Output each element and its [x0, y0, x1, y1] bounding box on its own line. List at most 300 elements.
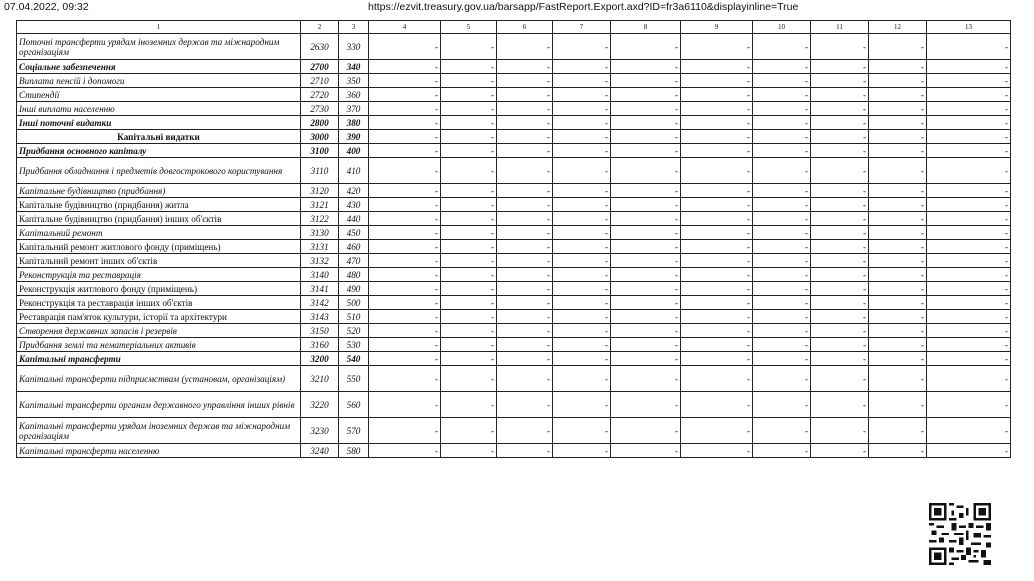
row-value-col-11: - [811, 184, 869, 198]
row-value-col-6: - [497, 268, 553, 282]
row-value-col-9: - [681, 338, 753, 352]
row-line-code: 380 [339, 116, 369, 130]
table-row [17, 74, 1011, 88]
row-value-col-10: - [753, 310, 811, 324]
row-value-col-9: - [681, 310, 753, 324]
row-value-col-5: - [441, 418, 497, 444]
column-number-10: 10 [753, 21, 811, 34]
row-value-col-10: - [753, 226, 811, 240]
row-value-col-13: - [927, 88, 1011, 102]
row-value-col-10: - [753, 418, 811, 444]
row-value-col-12: - [869, 88, 927, 102]
row-value-col-8: - [611, 158, 681, 184]
row-line-code: 420 [339, 184, 369, 198]
row-code: 3230 [301, 418, 339, 444]
row-value-col-8: - [611, 144, 681, 158]
row-value-col-4: - [369, 366, 441, 392]
row-code: 2700 [301, 60, 339, 74]
report-table [16, 20, 1011, 458]
row-value-col-6: - [497, 198, 553, 212]
row-code: 3150 [301, 324, 339, 338]
row-value-col-5: - [441, 198, 497, 212]
table-row [17, 352, 1011, 366]
row-code: 3143 [301, 310, 339, 324]
row-value-col-7: - [553, 282, 611, 296]
row-value-col-8: - [611, 282, 681, 296]
row-value-col-11: - [811, 74, 869, 88]
row-value-col-11: - [811, 116, 869, 130]
table-row [17, 282, 1011, 296]
row-value-col-10: - [753, 444, 811, 458]
row-name: Поточні трансферти урядам іноземних держав та міжнародним організаціям [17, 34, 301, 60]
row-value-col-12: - [869, 324, 927, 338]
row-name: Капітальний ремонт інших об'єктів [17, 254, 301, 268]
row-line-code: 580 [339, 444, 369, 458]
row-line-code: 520 [339, 324, 369, 338]
row-line-code: 460 [339, 240, 369, 254]
row-value-col-5: - [441, 338, 497, 352]
row-value-col-6: - [497, 130, 553, 144]
row-code: 3240 [301, 444, 339, 458]
table-row [17, 88, 1011, 102]
row-value-col-11: - [811, 296, 869, 310]
row-value-col-7: - [553, 366, 611, 392]
row-value-col-6: - [497, 392, 553, 418]
row-value-col-10: - [753, 338, 811, 352]
column-number-13: 13 [927, 21, 1011, 34]
column-number-7: 7 [553, 21, 611, 34]
row-value-col-9: - [681, 144, 753, 158]
print-timestamp: 07.04.2022, 09:32 [4, 1, 89, 13]
row-value-col-12: - [869, 392, 927, 418]
row-value-col-6: - [497, 158, 553, 184]
row-value-col-12: - [869, 418, 927, 444]
row-name: Реконструкція та реставрація [17, 268, 301, 282]
row-value-col-6: - [497, 34, 553, 60]
table-row [17, 60, 1011, 74]
row-value-col-12: - [869, 198, 927, 212]
row-value-col-6: - [497, 60, 553, 74]
row-value-col-4: - [369, 324, 441, 338]
row-code: 2630 [301, 34, 339, 60]
row-value-col-8: - [611, 116, 681, 130]
row-value-col-13: - [927, 60, 1011, 74]
row-value-col-13: - [927, 102, 1011, 116]
row-name: Капітальний ремонт [17, 226, 301, 240]
row-value-col-8: - [611, 74, 681, 88]
row-value-col-8: - [611, 352, 681, 366]
row-value-col-7: - [553, 226, 611, 240]
row-value-col-7: - [553, 34, 611, 60]
row-value-col-4: - [369, 116, 441, 130]
row-name: Соціальне забезпечення [17, 60, 301, 74]
row-code: 2730 [301, 102, 339, 116]
row-value-col-8: - [611, 338, 681, 352]
row-value-col-7: - [553, 324, 611, 338]
row-value-col-10: - [753, 198, 811, 212]
table-row [17, 240, 1011, 254]
row-value-col-4: - [369, 102, 441, 116]
row-value-col-7: - [553, 88, 611, 102]
table-row [17, 184, 1011, 198]
row-value-col-8: - [611, 240, 681, 254]
row-value-col-9: - [681, 324, 753, 338]
row-value-col-8: - [611, 268, 681, 282]
row-value-col-13: - [927, 198, 1011, 212]
row-value-col-8: - [611, 444, 681, 458]
row-value-col-9: - [681, 226, 753, 240]
row-value-col-6: - [497, 324, 553, 338]
row-value-col-11: - [811, 88, 869, 102]
row-value-col-7: - [553, 144, 611, 158]
row-code: 3120 [301, 184, 339, 198]
row-value-col-5: - [441, 144, 497, 158]
row-value-col-9: - [681, 130, 753, 144]
row-value-col-10: - [753, 74, 811, 88]
qr-code-icon [929, 503, 991, 565]
row-value-col-7: - [553, 198, 611, 212]
row-value-col-6: - [497, 352, 553, 366]
row-name: Капітальні трансферти підприємствам (установам, організаціям) [17, 366, 301, 392]
row-value-col-5: - [441, 296, 497, 310]
column-number-1: 1 [17, 21, 301, 34]
row-value-col-8: - [611, 102, 681, 116]
row-value-col-10: - [753, 212, 811, 226]
row-value-col-7: - [553, 296, 611, 310]
row-value-col-7: - [553, 102, 611, 116]
row-line-code: 570 [339, 418, 369, 444]
row-value-col-9: - [681, 296, 753, 310]
row-value-col-5: - [441, 226, 497, 240]
row-value-col-9: - [681, 240, 753, 254]
row-value-col-7: - [553, 184, 611, 198]
row-value-col-12: - [869, 296, 927, 310]
row-value-col-6: - [497, 226, 553, 240]
row-value-col-11: - [811, 60, 869, 74]
row-value-col-8: - [611, 310, 681, 324]
table-row [17, 392, 1011, 418]
row-name: Реставрація пам'яток культури, історії та архітектури [17, 310, 301, 324]
row-code: 3100 [301, 144, 339, 158]
row-line-code: 360 [339, 88, 369, 102]
row-value-col-7: - [553, 60, 611, 74]
row-value-col-10: - [753, 130, 811, 144]
row-value-col-4: - [369, 444, 441, 458]
row-code: 3220 [301, 392, 339, 418]
row-name: Капітальні трансферти урядам іноземних держав та міжнародним організаціям [17, 418, 301, 444]
row-value-col-11: - [811, 392, 869, 418]
row-name: Реконструкція житлового фонду (приміщень) [17, 282, 301, 296]
row-value-col-8: - [611, 418, 681, 444]
row-value-col-6: - [497, 88, 553, 102]
row-value-col-13: - [927, 212, 1011, 226]
row-value-col-11: - [811, 212, 869, 226]
row-value-col-12: - [869, 60, 927, 74]
row-value-col-10: - [753, 268, 811, 282]
row-code: 2800 [301, 116, 339, 130]
row-value-col-6: - [497, 418, 553, 444]
row-value-col-7: - [553, 130, 611, 144]
row-value-col-10: - [753, 34, 811, 60]
column-number-11: 11 [811, 21, 869, 34]
row-value-col-10: - [753, 296, 811, 310]
row-value-col-8: - [611, 198, 681, 212]
row-value-col-5: - [441, 310, 497, 324]
row-value-col-9: - [681, 444, 753, 458]
table-row [17, 338, 1011, 352]
row-value-col-7: - [553, 268, 611, 282]
column-number-9: 9 [681, 21, 753, 34]
row-value-col-12: - [869, 282, 927, 296]
row-value-col-4: - [369, 254, 441, 268]
row-value-col-4: - [369, 310, 441, 324]
row-value-col-4: - [369, 130, 441, 144]
table-row [17, 144, 1011, 158]
row-line-code: 560 [339, 392, 369, 418]
row-value-col-12: - [869, 366, 927, 392]
row-value-col-13: - [927, 444, 1011, 458]
row-value-col-13: - [927, 296, 1011, 310]
report-table-body [17, 21, 1011, 458]
row-value-col-4: - [369, 144, 441, 158]
row-value-col-6: - [497, 444, 553, 458]
row-value-col-10: - [753, 60, 811, 74]
row-value-col-9: - [681, 254, 753, 268]
row-value-col-12: - [869, 212, 927, 226]
row-value-col-13: - [927, 282, 1011, 296]
row-value-col-8: - [611, 88, 681, 102]
row-value-col-5: - [441, 268, 497, 282]
row-value-col-5: - [441, 392, 497, 418]
row-value-col-11: - [811, 324, 869, 338]
row-code: 3000 [301, 130, 339, 144]
table-row [17, 418, 1011, 444]
row-value-col-5: - [441, 444, 497, 458]
row-name: Інші виплати населенню [17, 102, 301, 116]
row-line-code: 540 [339, 352, 369, 366]
row-value-col-13: - [927, 144, 1011, 158]
row-value-col-10: - [753, 116, 811, 130]
row-value-col-8: - [611, 184, 681, 198]
row-code: 3121 [301, 198, 339, 212]
row-value-col-12: - [869, 102, 927, 116]
table-row [17, 226, 1011, 240]
row-value-col-6: - [497, 212, 553, 226]
row-name: Реконструкція та реставрація інших об'єктів [17, 296, 301, 310]
row-value-col-6: - [497, 282, 553, 296]
row-value-col-5: - [441, 34, 497, 60]
row-value-col-9: - [681, 282, 753, 296]
row-name: Капітальний ремонт житлового фонду (приміщень) [17, 240, 301, 254]
row-value-col-5: - [441, 366, 497, 392]
row-value-col-12: - [869, 268, 927, 282]
row-value-col-10: - [753, 282, 811, 296]
row-value-col-8: - [611, 34, 681, 60]
row-code: 3140 [301, 268, 339, 282]
row-value-col-4: - [369, 282, 441, 296]
row-value-col-9: - [681, 418, 753, 444]
row-code: 3130 [301, 226, 339, 240]
row-line-code: 440 [339, 212, 369, 226]
row-line-code: 530 [339, 338, 369, 352]
row-line-code: 400 [339, 144, 369, 158]
row-name: Капітальні видатки [17, 130, 301, 144]
row-value-col-13: - [927, 226, 1011, 240]
row-value-col-7: - [553, 310, 611, 324]
row-value-col-8: - [611, 212, 681, 226]
row-value-col-12: - [869, 184, 927, 198]
row-line-code: 480 [339, 268, 369, 282]
row-value-col-4: - [369, 212, 441, 226]
column-number-4: 4 [369, 21, 441, 34]
row-value-col-7: - [553, 158, 611, 184]
row-value-col-10: - [753, 158, 811, 184]
row-value-col-12: - [869, 226, 927, 240]
row-value-col-6: - [497, 254, 553, 268]
row-value-col-6: - [497, 74, 553, 88]
table-row [17, 102, 1011, 116]
row-value-col-11: - [811, 158, 869, 184]
row-value-col-7: - [553, 392, 611, 418]
row-name: Капітальні трансферти населенню [17, 444, 301, 458]
row-name: Створення державних запасів і резервів [17, 324, 301, 338]
row-value-col-13: - [927, 392, 1011, 418]
row-value-col-9: - [681, 116, 753, 130]
row-value-col-5: - [441, 184, 497, 198]
row-value-col-4: - [369, 88, 441, 102]
row-value-col-9: - [681, 352, 753, 366]
table-row [17, 212, 1011, 226]
row-value-col-12: - [869, 254, 927, 268]
row-value-col-4: - [369, 418, 441, 444]
table-row [17, 296, 1011, 310]
row-value-col-7: - [553, 254, 611, 268]
row-value-col-7: - [553, 338, 611, 352]
row-value-col-11: - [811, 418, 869, 444]
row-value-col-6: - [497, 338, 553, 352]
row-value-col-8: - [611, 296, 681, 310]
row-value-col-11: - [811, 198, 869, 212]
row-line-code: 510 [339, 310, 369, 324]
row-value-col-10: - [753, 392, 811, 418]
row-value-col-7: - [553, 116, 611, 130]
row-value-col-13: - [927, 268, 1011, 282]
row-value-col-11: - [811, 352, 869, 366]
row-value-col-6: - [497, 116, 553, 130]
row-name: Придбання основного капіталу [17, 144, 301, 158]
row-value-col-5: - [441, 324, 497, 338]
row-name: Інші поточні видатки [17, 116, 301, 130]
row-value-col-12: - [869, 74, 927, 88]
table-row [17, 366, 1011, 392]
row-code: 3131 [301, 240, 339, 254]
row-value-col-13: - [927, 34, 1011, 60]
row-value-col-5: - [441, 74, 497, 88]
print-url: https://ezvit.treasury.gov.ua/barsapp/FastReport.Export.axd?ID=fr3a6110&displayinline=True [368, 1, 799, 13]
row-value-col-11: - [811, 102, 869, 116]
row-value-col-9: - [681, 34, 753, 60]
table-row [17, 158, 1011, 184]
row-value-col-4: - [369, 60, 441, 74]
table-row [17, 444, 1011, 458]
row-value-col-10: - [753, 254, 811, 268]
column-number-6: 6 [497, 21, 553, 34]
row-value-col-9: - [681, 392, 753, 418]
table-row [17, 198, 1011, 212]
column-number-8: 8 [611, 21, 681, 34]
row-value-col-13: - [927, 418, 1011, 444]
row-value-col-10: - [753, 324, 811, 338]
row-line-code: 490 [339, 282, 369, 296]
row-code: 2720 [301, 88, 339, 102]
row-value-col-11: - [811, 338, 869, 352]
row-value-col-6: - [497, 310, 553, 324]
row-name: Стипендії [17, 88, 301, 102]
row-code: 3142 [301, 296, 339, 310]
row-value-col-6: - [497, 184, 553, 198]
row-value-col-8: - [611, 324, 681, 338]
row-value-col-10: - [753, 366, 811, 392]
row-value-col-4: - [369, 352, 441, 366]
row-value-col-12: - [869, 310, 927, 324]
column-number-5: 5 [441, 21, 497, 34]
row-line-code: 340 [339, 60, 369, 74]
column-number-12: 12 [869, 21, 927, 34]
row-value-col-9: - [681, 88, 753, 102]
row-line-code: 390 [339, 130, 369, 144]
row-line-code: 500 [339, 296, 369, 310]
table-row [17, 310, 1011, 324]
row-value-col-13: - [927, 130, 1011, 144]
row-value-col-4: - [369, 338, 441, 352]
column-number-row [17, 21, 1011, 34]
row-name: Капітальне будівництво (придбання) інших об'єктів [17, 212, 301, 226]
row-value-col-10: - [753, 352, 811, 366]
row-value-col-4: - [369, 34, 441, 60]
row-code: 2710 [301, 74, 339, 88]
row-value-col-9: - [681, 60, 753, 74]
row-value-col-5: - [441, 282, 497, 296]
row-value-col-13: - [927, 338, 1011, 352]
row-name: Капітальне будівництво (придбання) житла [17, 198, 301, 212]
row-value-col-5: - [441, 116, 497, 130]
row-value-col-8: - [611, 130, 681, 144]
row-value-col-12: - [869, 338, 927, 352]
row-value-col-4: - [369, 226, 441, 240]
row-value-col-4: - [369, 198, 441, 212]
row-line-code: 350 [339, 74, 369, 88]
row-value-col-13: - [927, 184, 1011, 198]
row-value-col-5: - [441, 254, 497, 268]
row-value-col-12: - [869, 144, 927, 158]
row-name: Придбання обладнання і предметів довгострокового користування [17, 158, 301, 184]
row-value-col-13: - [927, 254, 1011, 268]
row-value-col-11: - [811, 226, 869, 240]
row-name: Капітальні трансферти органам державного управління інших рівнів [17, 392, 301, 418]
row-value-col-7: - [553, 418, 611, 444]
row-value-col-4: - [369, 240, 441, 254]
row-code: 3160 [301, 338, 339, 352]
row-value-col-12: - [869, 444, 927, 458]
row-value-col-11: - [811, 282, 869, 296]
column-number-3: 3 [339, 21, 369, 34]
row-value-col-6: - [497, 102, 553, 116]
row-value-col-6: - [497, 296, 553, 310]
row-code: 3132 [301, 254, 339, 268]
row-value-col-4: - [369, 392, 441, 418]
row-value-col-9: - [681, 74, 753, 88]
row-value-col-7: - [553, 352, 611, 366]
